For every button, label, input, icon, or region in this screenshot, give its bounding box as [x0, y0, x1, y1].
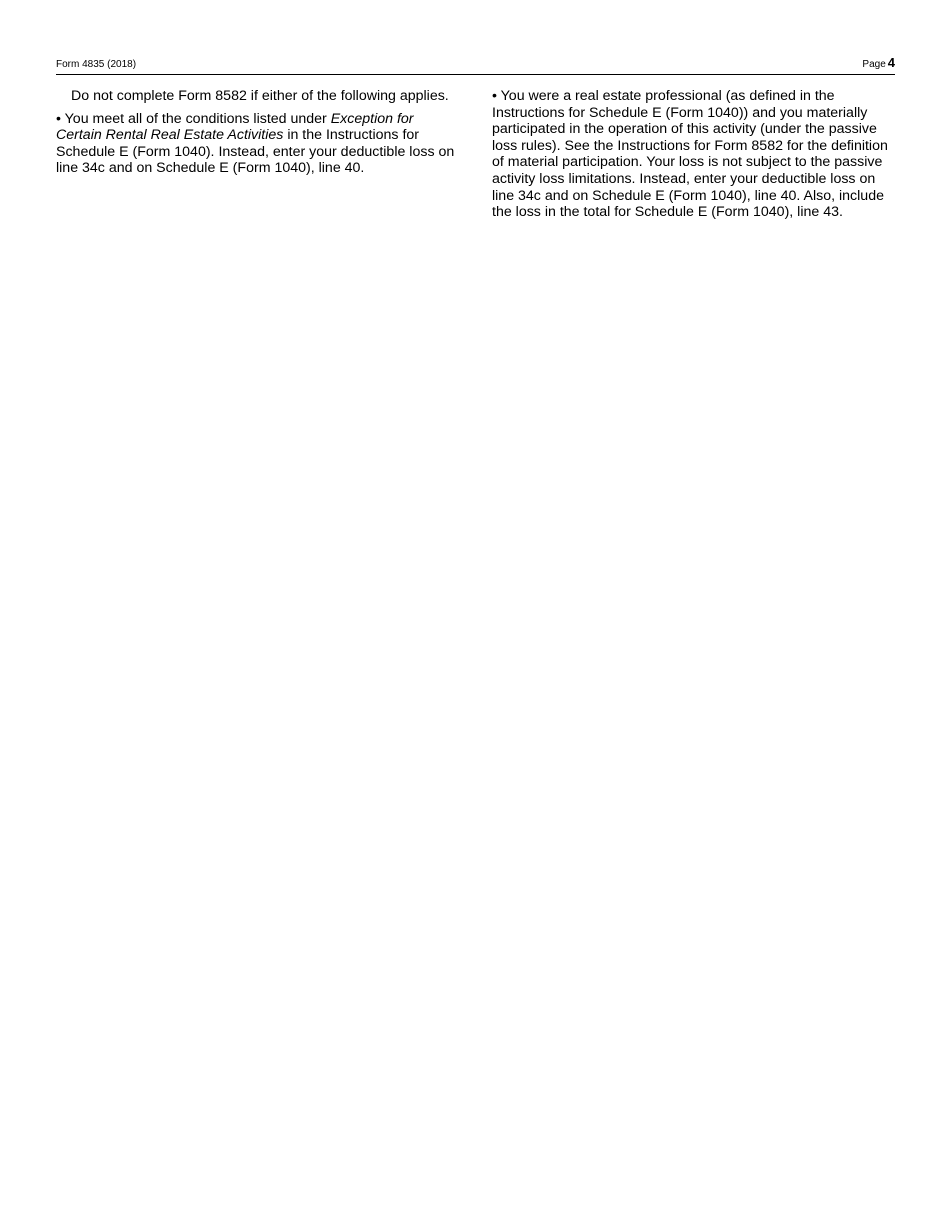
document-page [56, 54, 895, 227]
page-number [862, 57, 895, 71]
bullet-prefix: • You meet all of the conditions listed under [56, 110, 331, 127]
bullet-suffix: in the Instructions for Schedule E (Form 1040). Instead, enter your deductible loss on line 34c and on Schedule E (Form 1040), line 40. [56, 127, 455, 177]
bullet-real-estate-professional: • You were a real estate professional (as defined in the Instructions for Schedule E (Form 1040)) and you materially participated in the operation of this activity (under the passive loss rules). See the Instructions for Form 8582 for the definition of material participation. Your loss is not subject to the passive activity loss limitations. Instead, enter your deductible loss on line 34c and on Schedule E (Form 1040), line 40. Also, include the loss in the total for Schedule E (Form 1040), line 43. [492, 88, 888, 221]
bullet-exception-rental [56, 111, 459, 177]
left-column [56, 88, 459, 227]
bullet-italic-term: Exception for Certain Rental Real Estate Activities [56, 110, 414, 144]
page-label: Page [862, 59, 886, 70]
form-id: Form 4835 (2018) [56, 59, 137, 70]
intro-paragraph: Do not complete Form 8582 if either of the following applies. [71, 88, 449, 104]
page-header [56, 54, 895, 75]
two-column-body [56, 88, 895, 227]
page-number-value: 4 [887, 55, 895, 70]
right-column [492, 88, 895, 227]
